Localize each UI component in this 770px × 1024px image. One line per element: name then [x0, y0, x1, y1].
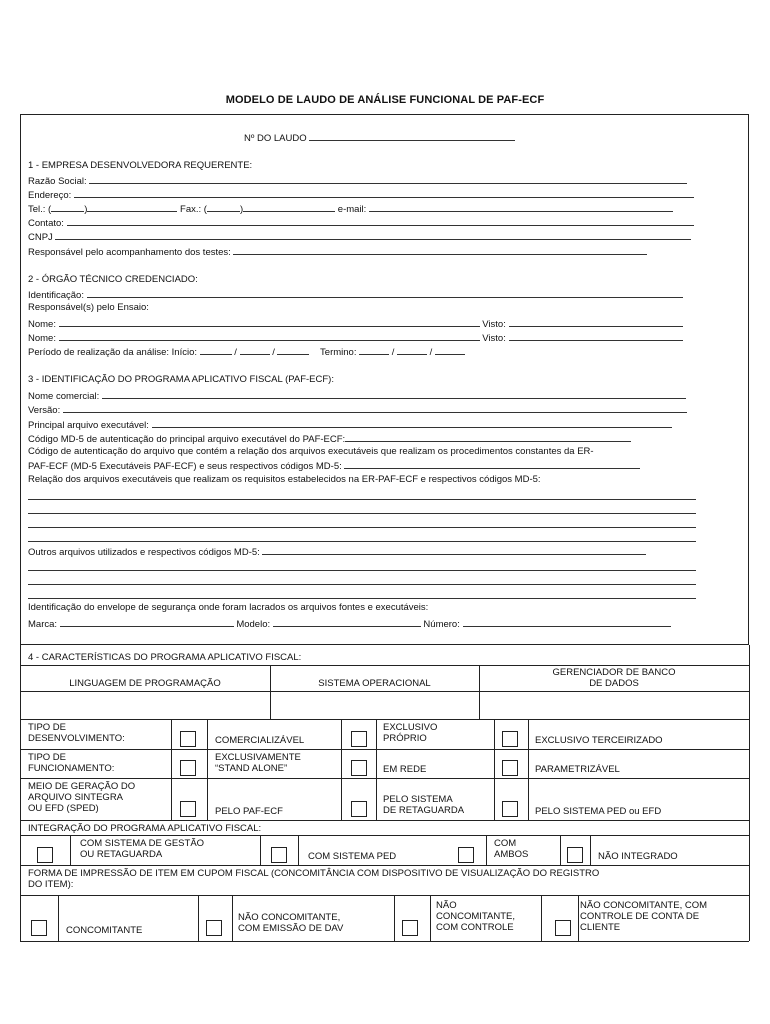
integracao-label: INTEGRAÇÃO DO PROGRAMA APLICATIVO FISCAL: — [28, 823, 262, 834]
responsavel-testes-label: Responsável pelo acompanhamento dos testes: — [28, 247, 231, 258]
versao-label: Versão: — [28, 405, 61, 416]
col-header-sistema: SISTEMA OPERACIONAL — [318, 678, 431, 689]
relacao-blank-line-3[interactable] — [28, 527, 696, 528]
tipo-desenvolvimento-label — [28, 722, 125, 744]
razao-social-field[interactable] — [89, 174, 687, 184]
tipo-funcionamento-line-1: TIPO DE — [28, 752, 67, 763]
pelo-sistema-retaguarda-checkbox[interactable] — [351, 801, 367, 817]
nao-integrado-checkbox[interactable] — [567, 847, 583, 863]
row-line — [20, 691, 749, 692]
pelo-ped-checkbox[interactable] — [502, 801, 518, 817]
col-line — [541, 895, 542, 941]
exclusivo-proprio-line-2: PRÓPRIO — [383, 733, 427, 744]
md5-principal-field[interactable] — [345, 432, 631, 442]
col-line — [298, 835, 299, 865]
stand-alone-line-1: EXCLUSIVAMENTE — [215, 752, 301, 763]
responsaveis-ensaio-label: Responsável(s) pelo Ensaio: — [28, 302, 149, 313]
col-line — [232, 895, 233, 941]
nome-comercial-row — [28, 389, 686, 403]
outros-arquivos-label: Outros arquivos utilizados e respectivos códigos MD-5: — [28, 547, 260, 558]
col-line — [58, 895, 59, 941]
visto-field-2[interactable] — [509, 331, 683, 341]
nome-row-2 — [28, 331, 683, 345]
inicio-ano-field[interactable] — [277, 345, 309, 355]
principal-executavel-field[interactable] — [152, 418, 672, 428]
tipo-funcionamento-line-2: FUNCIONAMENTO: — [28, 763, 115, 774]
forma-impressao-line-2: DO ITEM): — [28, 879, 74, 890]
comercializavel-checkbox[interactable] — [180, 731, 196, 747]
com-ambos-line-1: COM — [494, 838, 517, 849]
md5-principal-label: Código MD-5 de autenticação do principal arquivo executável do PAF-ECF: — [28, 434, 346, 445]
col-line — [486, 835, 487, 865]
outros-arquivos-field[interactable] — [262, 545, 646, 555]
col-line — [578, 895, 579, 941]
md5-principal-row — [28, 432, 631, 446]
contato-label: Contato: — [28, 218, 64, 229]
col-line — [528, 719, 529, 820]
table-bottom-border — [20, 941, 749, 942]
nao-conc-cliente-line-3: CLIENTE — [580, 922, 621, 933]
meio-geracao-line-2: ARQUIVO SINTEGRA — [28, 792, 124, 803]
relacao-blank-line-2[interactable] — [28, 513, 696, 514]
versao-row — [28, 403, 687, 417]
md5-relacao-row — [28, 459, 640, 473]
nao-conc-dav-line-2: COM EMISSÃO DE DAV — [238, 923, 344, 934]
pelo-sistema-line-1: PELO SISTEMA — [383, 794, 453, 805]
laudo-number-label: Nº DO LAUDO — [244, 133, 307, 144]
endereco-row — [28, 188, 694, 202]
cnpj-field[interactable] — [55, 230, 691, 240]
em-rede-label: EM REDE — [383, 764, 427, 775]
nao-conc-cliente-line-1: NÃO CONCOMITANTE, COM — [580, 900, 708, 911]
meio-geracao-label — [28, 781, 135, 814]
col-header-linguagem: LINGUAGEM DE PROGRAMAÇÃO — [69, 678, 221, 689]
col-line — [198, 895, 199, 941]
col-line — [260, 835, 261, 865]
col-line — [590, 835, 591, 865]
nao-conc-controle-line-2: CONCOMITANTE, — [436, 911, 515, 922]
responsavel-testes-row — [28, 245, 647, 259]
nao-conc-cliente-label — [580, 900, 707, 933]
com-ambos-label — [494, 838, 528, 860]
parametrizavel-checkbox[interactable] — [502, 760, 518, 776]
col-line — [171, 719, 172, 820]
modelo-field[interactable] — [273, 617, 421, 627]
nao-conc-controle-label — [436, 900, 515, 933]
parametrizavel-label: PARAMETRIZÁVEL — [535, 764, 620, 775]
com-ped-checkbox[interactable] — [271, 847, 287, 863]
periodo-label: Período de realização da análise: Início: — [28, 347, 197, 358]
contato-row — [28, 216, 694, 230]
forma-impressao-line-1: FORMA DE IMPRESSÃO DE ITEM EM CUPOM FISCAL (CONCOMITÂNCIA COM DISPOSITIVO DE VISUALIZAÇÃO DO REGISTRO — [28, 868, 600, 879]
nao-conc-dav-checkbox[interactable] — [206, 920, 222, 936]
row-line — [20, 865, 749, 866]
cnpj-label: CNPJ — [28, 232, 53, 243]
laudo-number-row — [244, 131, 515, 145]
col-line — [560, 835, 561, 865]
col-header-gerenciador-line-1: GERENCIADOR DE BANCO — [552, 667, 676, 678]
nao-conc-controle-checkbox[interactable] — [402, 920, 418, 936]
identificacao-label: Identificação: — [28, 290, 84, 301]
concomitante-label: CONCOMITANTE — [66, 925, 143, 936]
visto-field-1[interactable] — [509, 317, 683, 327]
com-ambos-line-2: AMBOS — [494, 849, 529, 860]
com-gestao-checkbox[interactable] — [37, 847, 53, 863]
cnpj-row — [28, 230, 691, 244]
nao-conc-controle-line-1: NÃO — [436, 900, 457, 911]
nao-conc-cliente-line-2: CONTROLE DE CONTA DE — [580, 911, 700, 922]
inicio-dia-field[interactable] — [200, 345, 232, 355]
meio-geracao-line-3: OU EFD (SPED) — [28, 803, 99, 814]
forma-impressao-label — [28, 868, 599, 890]
identificacao-field[interactable] — [87, 288, 683, 298]
nao-integrado-label: NÃO INTEGRADO — [598, 851, 678, 862]
table-left-border — [20, 645, 21, 941]
fax-field[interactable] — [243, 202, 335, 212]
outros-blank-line-1[interactable] — [28, 570, 696, 571]
col-line — [376, 719, 377, 820]
email-label: e-mail: — [337, 204, 367, 215]
document-title: MODELO DE LAUDO DE ANÁLISE FUNCIONAL DE PAF-ECF — [225, 94, 545, 106]
md5-relacao-line-2: PAF-ECF (MD-5 Executáveis PAF-ECF) e seus respectivos códigos MD-5: — [28, 461, 342, 472]
versao-field[interactable] — [63, 403, 687, 413]
col-line — [270, 665, 271, 719]
md5-relacao-line-1: Código de autenticação do arquivo que contém a relação dos arquivos executáveis que realizam os procedimentos constantes da ER- — [28, 446, 594, 457]
relacao-blank-line-1[interactable] — [28, 499, 696, 500]
nome-label: Nome: — [28, 333, 56, 344]
md5-relacao-field[interactable] — [344, 459, 640, 469]
termino-dia-field[interactable] — [359, 345, 389, 355]
tel-ddd-field[interactable] — [51, 202, 84, 212]
razao-social-row — [28, 174, 687, 188]
outros-blank-line-3[interactable] — [28, 598, 696, 599]
tel-field[interactable] — [87, 202, 177, 212]
relacao-blank-line-4[interactable] — [28, 541, 696, 542]
relacao-executaveis-label: Relação dos arquivos executáveis que realizam os requisitos estabelecidos na ER-PAF-ECF e respectivos códigos MD-5: — [28, 474, 541, 485]
com-ambos-checkbox[interactable] — [458, 847, 474, 863]
contact-phone-row: Tel.: ( ) Fax.: ( ) e-mail: — [28, 202, 673, 216]
pelo-paf-checkbox[interactable] — [180, 801, 196, 817]
row-line — [20, 719, 749, 720]
com-gestao-line-1: COM SISTEMA DE GESTÃO — [80, 838, 205, 849]
col-line — [430, 895, 431, 941]
exclusivo-proprio-label — [383, 722, 437, 744]
marca-label: Marca: — [28, 619, 58, 630]
exclusivo-terceirizado-label: EXCLUSIVO TERCEIRIZADO — [535, 735, 663, 746]
pelo-paf-label: PELO PAF-ECF — [215, 806, 283, 817]
numero-label: Número: — [423, 619, 460, 630]
termino-mes-field[interactable] — [397, 345, 427, 355]
concomitante-checkbox[interactable] — [31, 920, 47, 936]
envelope-row — [28, 617, 671, 631]
periodo-row: Período de realização da análise: Início: / / Termino: / / — [28, 345, 465, 359]
row-line — [20, 820, 749, 821]
fax-label: Fax.: ( — [180, 204, 207, 215]
stand-alone-label — [215, 752, 301, 774]
col-line — [394, 895, 395, 941]
com-gestao-line-2: OU RETAGUARDA — [80, 849, 163, 860]
exclusivo-proprio-line-1: EXCLUSIVO — [383, 722, 438, 733]
termino-label: Termino: — [320, 347, 357, 358]
com-gestao-label — [80, 838, 204, 860]
meio-geracao-line-1: MEIO DE GERAÇÃO DO — [28, 781, 136, 792]
tel-label: Tel.: ( — [28, 204, 52, 215]
modelo-label: Modelo: — [236, 619, 271, 630]
principal-executavel-row — [28, 418, 672, 432]
nao-conc-cliente-checkbox[interactable] — [555, 920, 571, 936]
identificacao-row — [28, 288, 683, 302]
termino-ano-field[interactable] — [435, 345, 465, 355]
nao-conc-dav-line-1: NÃO CONCOMITANTE, — [238, 912, 341, 923]
endereco-field[interactable] — [74, 188, 694, 198]
tipo-desenvolvimento-line-2: DESENVOLVIMENTO: — [28, 733, 125, 744]
email-field[interactable] — [369, 202, 673, 212]
outros-arquivos-row — [28, 545, 646, 559]
exclusivo-proprio-checkbox[interactable] — [351, 731, 367, 747]
nao-conc-dav-label — [238, 912, 343, 934]
section-2-heading: 2 - ÓRGÃO TÉCNICO CREDENCIADO: — [28, 274, 198, 285]
inicio-mes-field[interactable] — [240, 345, 270, 355]
responsavel-testes-field[interactable] — [233, 245, 647, 255]
col-line — [341, 719, 342, 820]
col-line — [70, 835, 71, 865]
endereco-label: Endereço: — [28, 190, 72, 201]
stand-alone-checkbox[interactable] — [180, 760, 196, 776]
col-header-gerenciador-line-2: DE DADOS — [589, 678, 639, 689]
visto-label: Visto: — [482, 319, 506, 330]
em-rede-checkbox[interactable] — [351, 760, 367, 776]
tipo-desenvolvimento-line-1: TIPO DE — [28, 722, 67, 733]
pelo-ped-label: PELO SISTEMA PED ou EFD — [535, 806, 662, 817]
section-3-heading: 3 - IDENTIFICAÇÃO DO PROGRAMA APLICATIVO FISCAL (PAF-ECF): — [28, 374, 334, 385]
pelo-sistema-retaguarda-label — [383, 794, 464, 816]
row-line — [20, 895, 749, 896]
marca-field[interactable] — [60, 617, 234, 627]
row-line — [20, 749, 749, 750]
nao-conc-controle-line-3: COM CONTROLE — [436, 922, 514, 933]
section-1-heading: 1 - EMPRESA DESENVOLVEDORA REQUERENTE: — [28, 160, 253, 171]
nome-field-1[interactable] — [59, 317, 480, 327]
row-line — [20, 665, 749, 666]
table-right-border — [749, 645, 750, 941]
col-header-gerenciador — [479, 667, 749, 689]
envelope-label: Identificação do envelope de segurança onde foram lacrados os arquivos fontes e executáveis: — [28, 602, 429, 613]
comercializavel-label: COMERCIALIZÁVEL — [215, 735, 305, 746]
laudo-number-field[interactable] — [309, 131, 515, 141]
nome-comercial-field[interactable] — [102, 389, 686, 399]
com-ped-label: COM SISTEMA PED — [308, 851, 397, 862]
razao-social-label: Razão Social: — [28, 176, 87, 187]
row-line — [20, 778, 749, 779]
outros-blank-line-2[interactable] — [28, 584, 696, 585]
principal-executavel-label: Principal arquivo executável: — [28, 420, 149, 431]
stand-alone-line-2: “STAND ALONE” — [215, 763, 288, 774]
nome-label: Nome: — [28, 319, 56, 330]
visto-label: Visto: — [482, 333, 506, 344]
contato-field[interactable] — [67, 216, 694, 226]
fax-ddd-field[interactable] — [207, 202, 240, 212]
col-line — [207, 719, 208, 820]
nome-comercial-label: Nome comercial: — [28, 391, 100, 402]
pelo-sistema-line-2: DE RETAGUARDA — [383, 805, 465, 816]
nome-row-1 — [28, 317, 683, 331]
col-line — [494, 719, 495, 820]
nome-field-2[interactable] — [59, 331, 480, 341]
numero-field[interactable] — [463, 617, 671, 627]
exclusivo-terceirizado-checkbox[interactable] — [502, 731, 518, 747]
row-line — [20, 835, 749, 836]
tipo-funcionamento-label — [28, 752, 114, 774]
section-4-heading: 4 - CARACTERÍSTICAS DO PROGRAMA APLICATIVO FISCAL: — [28, 652, 302, 663]
